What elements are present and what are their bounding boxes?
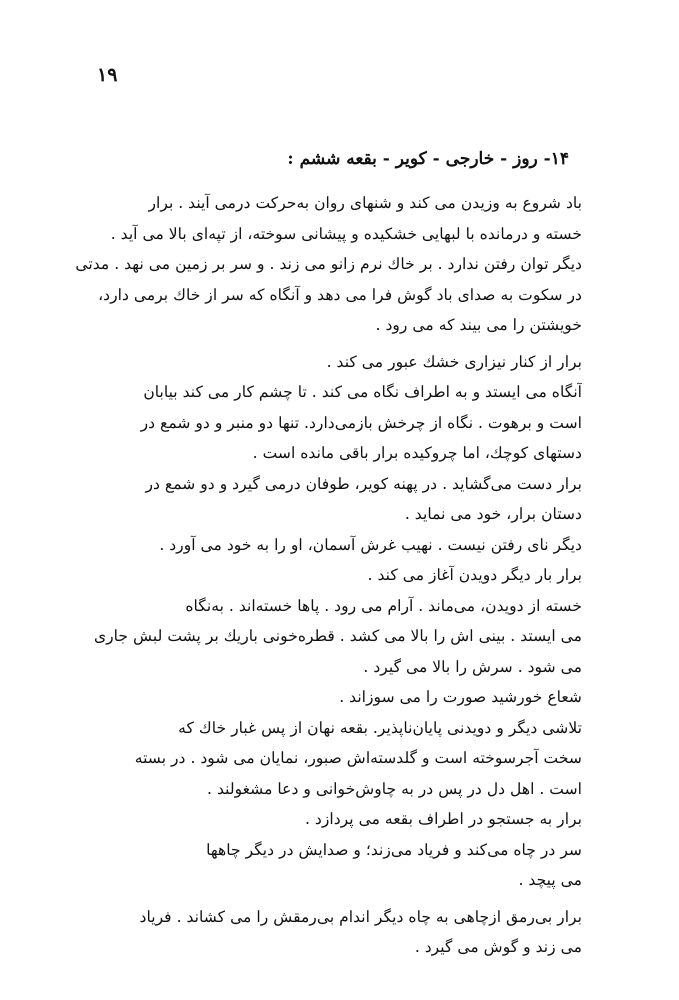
paragraph-7 [68, 682, 604, 713]
text-line: باد شروع به وزیدن می کند و شنهای روان به‌حرکت درمی آیند . برار [148, 194, 582, 212]
paragraph-10 [68, 835, 604, 896]
text-line: برار بی‌رمق ازچاهی به چاه دیگر اندام بی‌رمقش را می کشاند . فریاد [139, 907, 582, 926]
body-text [68, 188, 604, 963]
text-line: دستان برار، خود می نماید . [404, 505, 582, 523]
text-line: خویشتن را می بیند که می رود . [375, 316, 582, 334]
text-line: خسته از دویدن، می‌ماند . آرام می رود . پاها خسته‌اند . به‌نگاه [185, 596, 582, 615]
text-line: خسته و درمانده با لبهایی خشکیده و پیشانی سوخته، از تپه‌ای بالا می آید . [110, 224, 582, 243]
text-line: است و برهوت . نگاه از چرخش بازمی‌دارد. تنها دو منبر و دو شمع در [140, 413, 582, 432]
text-line: برار به جستجو در اطراف بقعه می پردازد . [305, 810, 582, 828]
paragraph-1 [68, 188, 604, 341]
text-line: سخت آجر‌سوخته است و گلدسته‌اش صبور، نمایان می شود . در بسته [134, 749, 582, 767]
text-line: شعاع خورشید صورت را می سوزاند . [339, 688, 582, 706]
text-line: تلاشی دیگر و دویدنی پایان‌ناپذیر. بقعه نهان از پس غبار خاك که [178, 718, 582, 737]
text-line: می زند و گوش می گیرد . [414, 938, 582, 956]
text-line: می پیچد . [518, 871, 582, 889]
paragraph-3 [68, 377, 604, 469]
text-line: می شود . سرش را بالا می گیرد . [363, 657, 582, 676]
text-line: آنگاه می ایستد و به اطراف نگاه می کند . تا چشم کار می کند بیابان [143, 383, 582, 401]
text-line: می ایستد . بینی اش را بالا می کشد . قطره‌خونی باریك بر پشت لبش جاری [93, 627, 582, 645]
text-line: دیگر نای رفتن نیست . نهیب غرش آسمان، او را به خود می آورد . [159, 535, 582, 554]
paragraph-11 [68, 902, 604, 963]
text-line: برار از کنار نیزاری خشك عبور می کند . [326, 352, 582, 371]
paragraph-4 [68, 469, 604, 530]
paragraph-5 [68, 530, 604, 591]
text-line: در سکوت به صدای باد گوش فرا می دهد و آنگاه که سر از خاك برمی دارد، [98, 285, 582, 304]
text-line: برار بار دیگر دویدن آغاز می کند . [367, 566, 582, 584]
page-number: ۱۹ [97, 64, 118, 86]
text-line: است . اهل دل در پس در به چاوش‌خوانی و دعا مشغولند . [207, 779, 582, 798]
text-line: دیگر توان رفتن ندارد . بر خاك نرم زانو می زند . و سر بر زمین می نهد . مدتی [75, 255, 582, 273]
paragraph-8 [68, 713, 604, 805]
paragraph-9 [68, 804, 604, 835]
text-line: برار دست می‌گشاید . در پهنه کویر، طوفان درمی گیرد و دو شمع در [145, 474, 582, 493]
text-line: دستهای کوچك، اما چروکیده برار باقی مانده است . [252, 444, 582, 462]
paragraph-2 [68, 347, 604, 378]
paragraph-6 [68, 591, 604, 683]
scene-heading: ۱۴- روز - خارجی - کویر - بقعه ششم : [287, 149, 569, 169]
text-line: سر در چاه می‌کند و فریاد می‌زند؛ و صدایش در دیگر چاهها [206, 840, 582, 859]
